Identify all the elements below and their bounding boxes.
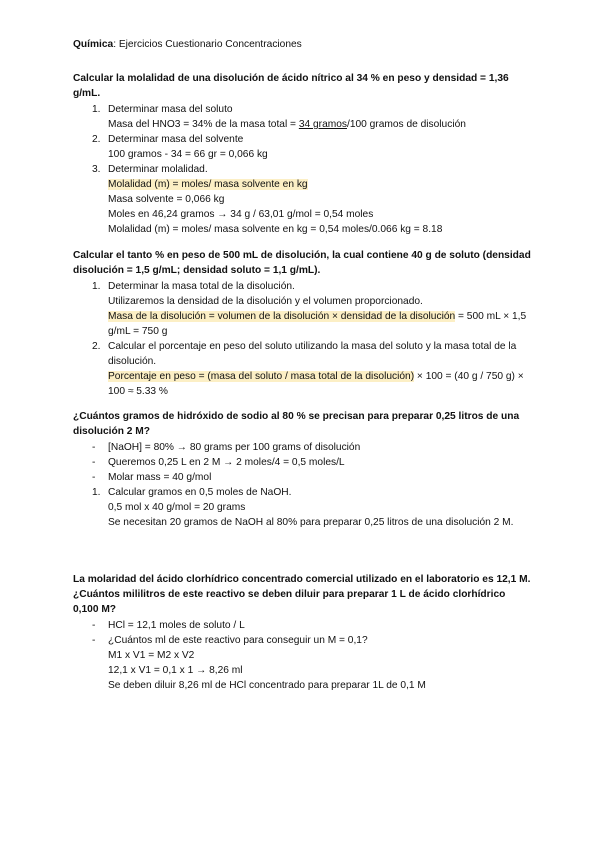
list-marker: 1. <box>92 487 101 498</box>
step-line <box>108 369 533 399</box>
step <box>73 102 533 132</box>
bullet-text: Molar mass = 40 g/mol <box>108 472 212 483</box>
bullet-text: ¿Cuántos ml de este reactivo para conseguir un M = 0,1? <box>108 635 368 646</box>
list-marker: 1. <box>92 281 101 292</box>
question-4 <box>73 572 533 693</box>
step-line <box>108 177 533 192</box>
list-marker: 2. <box>92 134 101 145</box>
step <box>73 339 533 399</box>
question-3-bullets <box>73 440 533 530</box>
step <box>73 485 533 530</box>
bullet-marker: - <box>92 620 96 631</box>
step-line: 12,1 x V1 = 0,1 x 1 → 8,26 ml <box>108 665 243 676</box>
document-title <box>73 37 302 52</box>
step-line: Moles en 46,24 gramos → 34 g / 63,01 g/mol = 0,54 moles <box>108 209 374 220</box>
step-line: M1 x V1 = M2 x V2 <box>108 650 195 661</box>
step-line: Utilizaremos la densidad de la disolución y el volumen proporcionado. <box>108 296 423 307</box>
step <box>73 162 533 237</box>
step-title: Determinar molalidad. <box>108 164 208 175</box>
question-2-text: Calcular el tanto % en peso de 500 mL de disolución, la cual contiene 40 g de soluto (densidad disolución = 1,5 g/mL; densidad soluto = 1,1 g/mL). <box>73 250 531 276</box>
question-2 <box>73 248 533 399</box>
list-marker: 3. <box>92 164 101 175</box>
bullet-item <box>73 618 533 633</box>
list-marker: 2. <box>92 341 101 352</box>
step-title: Determinar la masa total de la disolución. <box>108 281 295 292</box>
bullet-marker: - <box>92 442 96 453</box>
bullet-item <box>73 470 533 485</box>
underlined-text: 34 gramos <box>298 119 347 130</box>
step-line: 100 gramos - 34 = 66 gr = 0,066 kg <box>108 149 268 160</box>
highlighted-formula: Masa de la disolución = volumen de la disolución × densidad de la disolución <box>108 311 456 322</box>
step-line: Se deben diluir 8,26 ml de HCl concentrado para preparar 1L de 0,1 M <box>108 680 426 691</box>
step <box>73 279 533 339</box>
bullet-item <box>73 455 533 470</box>
step-title: Determinar masa del soluto <box>108 104 233 115</box>
question-1 <box>73 71 533 237</box>
question-3 <box>73 409 533 530</box>
question-4-bullets <box>73 618 533 693</box>
bullet-item <box>73 633 533 693</box>
bullet-marker: - <box>92 635 96 646</box>
step-line: Se necesitan 20 gramos de NaOH al 80% para preparar 0,25 litros de una disolución 2 M. <box>108 517 514 528</box>
subject-label: Química <box>73 39 114 50</box>
question-3-text: ¿Cuántos gramos de hidróxido de sodio al 80 % se precisan para preparar 0,25 litros de una disolución 2 M? <box>73 411 520 437</box>
bullet-marker: - <box>92 457 96 468</box>
step-line <box>108 117 533 132</box>
step-line: 0,5 mol x 40 g/mol = 20 grams <box>108 502 246 513</box>
step <box>73 132 533 162</box>
title-text: : Ejercicios Cuestionario Concentraciones <box>113 39 302 50</box>
step-text: = 500 mL × 1,5 g/mL = 750 g <box>108 311 527 337</box>
highlighted-formula: Molalidad (m) = moles/ masa solvente en kg <box>108 179 308 190</box>
bullet-text: HCl = 12,1 moles de soluto / L <box>108 620 245 631</box>
question-1-text: Calcular la molalidad de una disolución de ácido nítrico al 34 % en peso y densidad = 1,36 g/mL. <box>73 73 509 99</box>
step-title: Calcular el porcentaje en peso del soluto utilizando la masa del soluto y la masa total de la disolución. <box>108 341 517 367</box>
step-text: /100 gramos de disolución <box>346 119 466 130</box>
highlighted-formula: Porcentaje en peso = (masa del soluto / masa total de la disolución) <box>108 371 415 382</box>
bullet-text: [NaOH] = 80% → 80 grams per 100 grams of disolución <box>108 442 361 453</box>
step-text: × 100 = (40 g / 750 g) × 100 ≈ 5.33 % <box>108 371 524 397</box>
bullet-marker: - <box>92 472 96 483</box>
list-marker: 1. <box>92 104 101 115</box>
step-line <box>108 309 533 339</box>
step-title: Determinar masa del solvente <box>108 134 244 145</box>
bullet-item <box>73 440 533 455</box>
step-text: Masa del HNO3 = 34% de la masa total = <box>108 119 299 130</box>
question-4-text: La molaridad del ácido clorhídrico concentrado comercial utilizado en el laboratorio es 12,1 M. ¿Cuántos mililitros de este reactivo se deben diluir para preparar 1 L de ácido clorhídrico 0,100 M? <box>73 574 531 615</box>
step-line: Molalidad (m) = moles/ masa solvente en kg = 0,54 moles/0.066 kg = 8.18 <box>108 224 443 235</box>
bullet-text: Queremos 0,25 L en 2 M → 2 moles/4 = 0,5 moles/L <box>108 457 345 468</box>
step-title: Calcular gramos en 0,5 moles de NaOH. <box>108 487 292 498</box>
step-line: Masa solvente = 0,066 kg <box>108 194 225 205</box>
question-1-steps <box>73 102 533 237</box>
question-2-steps <box>73 279 533 399</box>
